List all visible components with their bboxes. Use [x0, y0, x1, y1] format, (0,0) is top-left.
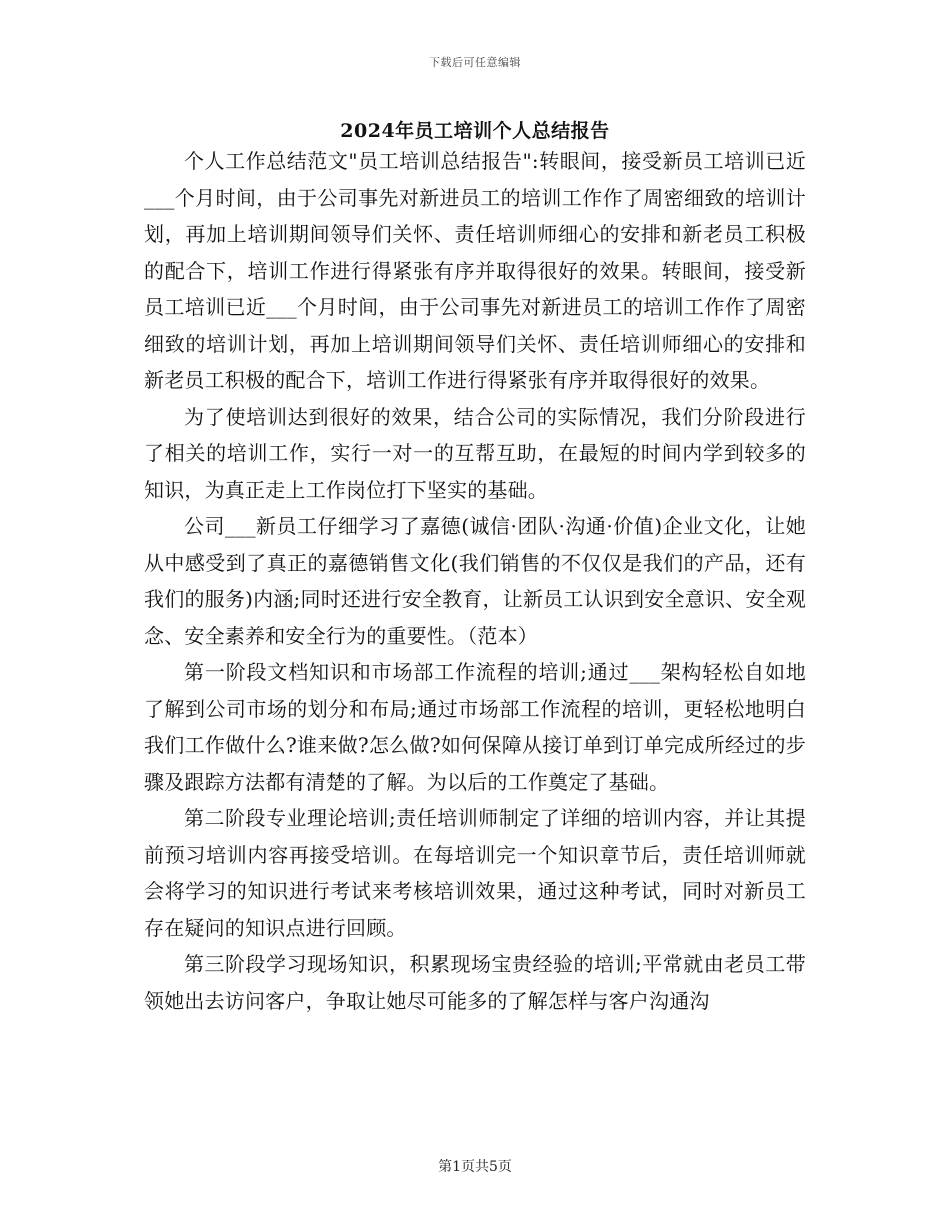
paragraph-method: 为了使培训达到很好的效果，结合公司的实际情况，我们分阶段进行了相关的培训工作，实行一对一的互帮互助，在最短的时间内学到较多的知识，为真正走上工作岗位打下坚实的基础。 — [144, 404, 806, 502]
page-header-note: 下载后可任意编辑 — [429, 56, 521, 69]
document-body — [144, 143, 806, 1019]
paragraph-stage-two: 第二阶段专业理论培训;责任培训师制定了详细的培训内容，并让其提前预习培训内容再接受培训。在每培训完一个知识章节后，责任培训师就会将学习的知识进行考试来考核培训效果，通过这种考试，同时对新员工存在疑问的知识点进行回顾。 — [144, 806, 806, 940]
paragraph-stage-three: 第三阶段学习现场知识，积累现场宝贵经验的培训;平常就由老员工带领她出去访问客户，争取让她尽可能多的了解怎样与客户沟通沟 — [144, 952, 806, 1013]
paragraph-intro: 个人工作总结范文"员工培训总结报告":转眼间，接受新员工培训已近___个月时间，由于公司事先对新进员工的培训工作作了周密细致的培训计划，再加上培训期间领导们关怀、责任培训师细心的安排和新老员工积极的配合下，培训工作进行得紧张有序并取得很好的效果。转眼间，接受新员工培训已近___个月时间，由于公司事先对新进员工的培训工作作了周密细致的培训计划，再加上培训期间领导们关怀、责任培训师细心的安排和新老员工积极的配合下，培训工作进行得紧张有序并取得很好的效果。 — [144, 149, 806, 392]
page-number: 第1页共5页 — [438, 1159, 512, 1175]
paragraph-culture: 公司___新员工仔细学习了嘉德(诚信·团队·沟通·价值)企业文化，让她从中感受到了真正的嘉德销售文化(我们销售的不仅仅是我们的产品，还有我们的服务)内涵;同时还进行安全教育，让新员工认识到安全意识、安全观念、安全素养和安全行为的重要性。（范本） — [144, 514, 806, 648]
document-title: 2024年员工培训个人总结报告 — [340, 120, 610, 142]
paragraph-stage-one: 第一阶段文档知识和市场部工作流程的培训;通过___架构轻松自如地了解到公司市场的划分和布局;通过市场部工作流程的培训，更轻松地明白我们工作做什么?谁来做?怎么做?如何保障从接订单到订单完成所经过的步骤及跟踪方法都有清楚的了解。为以后的工作奠定了基础。 — [144, 660, 806, 794]
